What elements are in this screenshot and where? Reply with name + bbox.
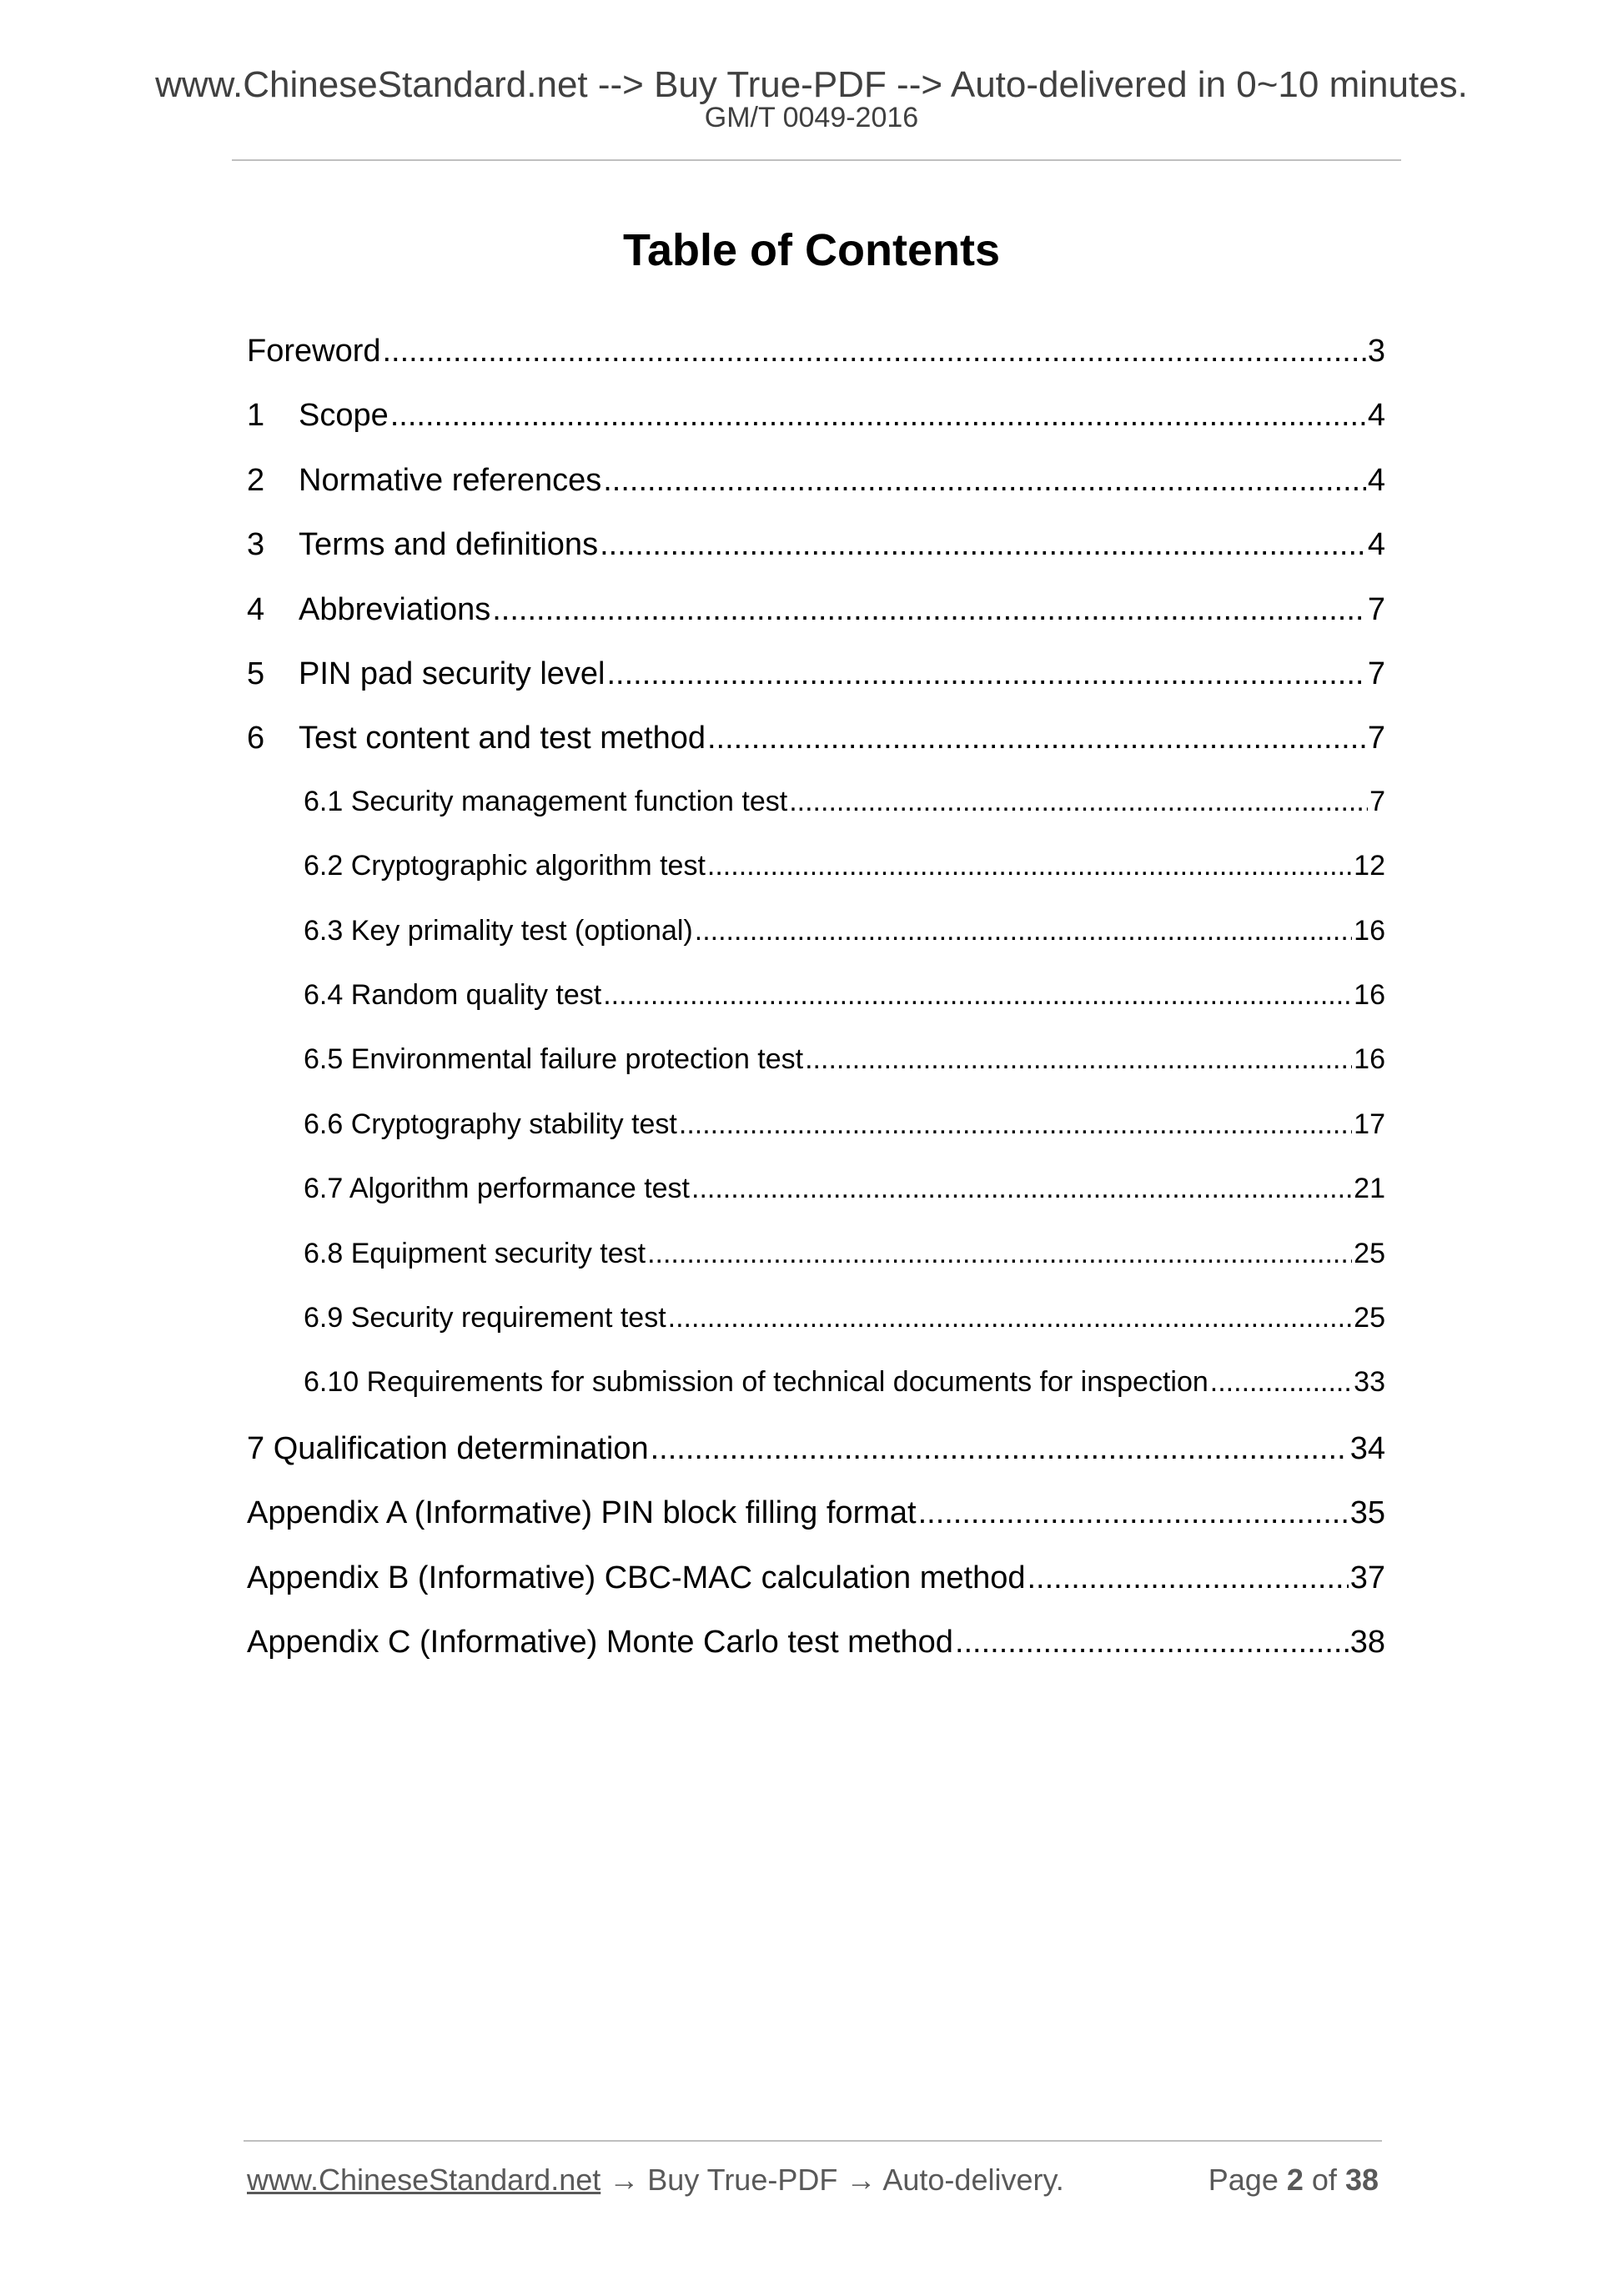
toc-entry-page: 7 [1367,721,1385,756]
arrow-right-icon: → [846,2163,877,2197]
toc-dot-leader [600,525,1366,565]
toc-entry[interactable] [247,395,1385,435]
toc-entry[interactable] [304,1235,1385,1272]
toc-entry-page: 4 [1367,527,1385,562]
toc-entry[interactable] [247,590,1385,630]
toc-entry-label: PIN pad security level [299,656,605,691]
toc-entry-page: 12 [1354,850,1385,882]
toc-entry-page: 16 [1354,979,1385,1011]
toc-entry-label: Abbreviations [299,592,491,627]
toc-entry[interactable] [304,1106,1385,1143]
toc-entry[interactable] [247,654,1385,694]
toc-entry[interactable] [304,1170,1385,1207]
toc-entry[interactable] [304,1041,1385,1078]
toc-entry[interactable] [304,847,1385,884]
toc-entry-page: 25 [1354,1302,1385,1334]
toc-entry-label: Terms and definitions [299,527,599,562]
toc-entry-number: 1 [247,398,265,433]
toc-title: Table of Contents [623,225,1000,275]
toc-entry-label: 6.1 Security management function test [304,786,788,817]
toc-entry-number: 4 [247,592,265,627]
toc-dot-leader [805,1041,1352,1078]
toc-entry[interactable] [247,525,1385,565]
toc-dot-leader [679,1106,1352,1143]
toc-entry-label: Scope [299,398,389,433]
toc-entry-number: 3 [247,527,265,562]
toc-entry-page: 35 [1349,1495,1385,1530]
toc-dot-leader [603,460,1366,500]
toc-entry[interactable] [247,331,1385,371]
toc-dot-leader [918,1493,1349,1533]
toc-dot-leader [383,331,1366,371]
toc-entry[interactable] [247,1558,1385,1598]
site-banner: www.ChineseStandard.net --> Buy True-PDF --> Auto-delivered in 0~10 minutes. [155,64,1468,105]
toc-entry[interactable] [247,1429,1385,1469]
toc-entry-label: 6.5 Environmental failure protection test [304,1043,804,1075]
footer-divider [244,2140,1382,2142]
toc-entry-page: 16 [1354,915,1385,947]
page-current: 2 [1286,2163,1304,2197]
footer-buy-text: Buy True-PDF [647,2163,838,2197]
toc-entry-label: 6.10 Requirements for submission of technical documents for inspection [304,1366,1208,1398]
toc-dot-leader [955,1622,1349,1662]
toc-entry-label: Appendix A (Informative) PIN block filling format [247,1495,917,1530]
toc-entry-number: 5 [247,656,265,691]
document-code: GM/T 0049-2016 [704,102,919,133]
toc-entry-page: 7 [1367,656,1385,691]
toc-entry[interactable] [304,783,1385,820]
toc-entry-page: 21 [1354,1173,1385,1204]
toc-dot-leader [603,977,1352,1013]
toc-entry-label: 6.8 Equipment security test [304,1238,646,1269]
toc-entry-page: 17 [1354,1108,1385,1140]
toc-dot-leader [1210,1364,1352,1400]
toc-dot-leader [707,847,1352,884]
toc-dot-leader [492,590,1366,630]
toc-dot-leader [647,1235,1352,1272]
footer-left [247,2162,1064,2198]
toc-entry[interactable] [304,1299,1385,1336]
toc-dot-leader [651,1429,1349,1469]
toc-entry-page: 4 [1367,463,1385,498]
toc-entry-page: 4 [1367,398,1385,433]
toc-entry-page: 7 [1367,592,1385,627]
arrow-right-icon: → [609,2163,640,2197]
toc-entry-page: 38 [1349,1625,1385,1660]
page-number [1208,2162,1379,2198]
toc-entry-label: 6.2 Cryptographic algorithm test [304,850,706,882]
toc-entry-page: 7 [1369,786,1385,817]
toc-entry-label: Foreword [247,334,381,369]
toc-dot-leader [607,654,1366,694]
toc-dot-leader [707,718,1366,758]
toc-entry[interactable] [304,977,1385,1013]
toc-entry-page: 3 [1367,334,1385,369]
header-divider [232,159,1401,161]
toc-entry[interactable] [304,1364,1385,1400]
toc-entry-page: 33 [1354,1366,1385,1398]
toc-entry[interactable] [247,718,1385,758]
toc-entry-label: Test content and test method [299,721,706,756]
toc-dot-leader [789,783,1368,820]
toc-entry-page: 34 [1349,1431,1385,1466]
toc-entry-label: 6.6 Cryptography stability test [304,1108,677,1140]
toc-entry[interactable] [247,460,1385,500]
toc-entry-label: Appendix B (Informative) CBC-MAC calculation method [247,1560,1026,1595]
toc-entry-page: 16 [1354,1043,1385,1075]
toc-entry-page: 37 [1349,1560,1385,1595]
toc-dot-leader [390,395,1366,435]
page-word: Page [1208,2163,1279,2197]
toc-entry-label: 6.9 Security requirement test [304,1302,666,1334]
toc-entry[interactable] [247,1493,1385,1533]
footer-site-link[interactable]: www.ChineseStandard.net [247,2163,601,2197]
toc-entry-number: 6 [247,721,265,756]
toc-dot-leader [691,1170,1352,1207]
footer-delivery-text: Auto-delivery. [882,2163,1064,2197]
toc-entry-label: 6.3 Key primality test (optional) [304,915,693,947]
toc-entry-label: Appendix C (Informative) Monte Carlo test method [247,1625,953,1660]
page-total: 38 [1344,2163,1379,2197]
of-word: of [1311,2163,1337,2197]
toc-entry[interactable] [247,1622,1385,1662]
toc-dot-leader [695,912,1352,949]
toc-dot-leader [668,1299,1353,1336]
toc-entry-label: 7 Qualification determination [247,1431,649,1466]
toc-entry-label: 6.4 Random quality test [304,979,602,1011]
toc-entry-label: 6.7 Algorithm performance test [304,1173,691,1204]
toc-entry-label: Normative references [299,463,602,498]
toc-entry-page: 25 [1354,1238,1385,1269]
toc-dot-leader [1028,1558,1349,1598]
toc-entry-number: 2 [247,463,265,498]
toc-entry[interactable] [304,912,1385,949]
